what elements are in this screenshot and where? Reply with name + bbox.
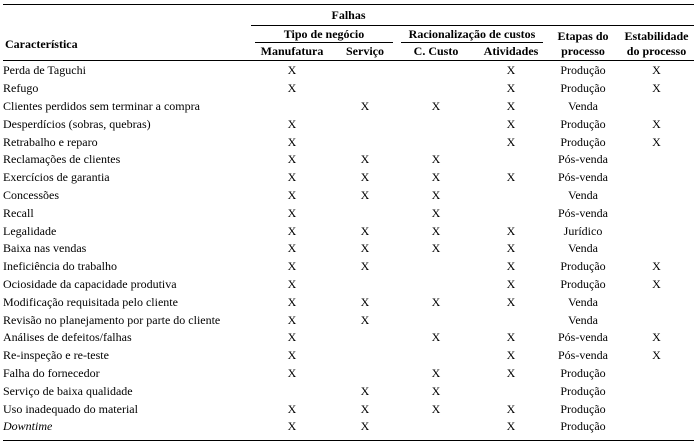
- header-manufacturing: Manufatura: [260, 44, 324, 58]
- table-bottom-rule: [3, 440, 694, 441]
- row-cost-center-mark: [397, 276, 475, 294]
- row-process-stability-mark: [619, 400, 694, 418]
- row-process-stability-mark: [619, 365, 694, 383]
- row-characteristic: Uso inadequado do material: [3, 401, 138, 416]
- row-process-stage: Produção: [560, 401, 606, 416]
- row-manufacturing-mark: X: [287, 134, 297, 149]
- row-cost-center-mark: X: [431, 401, 441, 416]
- row-characteristic: Desperdícios (sobras, quebras): [3, 116, 151, 131]
- row-service-mark: X: [360, 294, 370, 309]
- row-service-mark: [333, 276, 397, 294]
- row-cost-center-mark: X: [431, 223, 441, 238]
- row-service-mark: X: [360, 383, 370, 398]
- row-cost-center-mark: X: [431, 170, 441, 185]
- table-row: [3, 400, 694, 418]
- row-activities-mark: X: [506, 223, 516, 238]
- row-activities-mark: X: [506, 98, 516, 113]
- header-cost-center: C. Custo: [413, 44, 459, 58]
- row-activities-mark: X: [506, 348, 516, 363]
- table-row: [3, 62, 694, 80]
- row-activities-mark: X: [506, 294, 516, 309]
- row-cost-center-mark: [397, 80, 475, 98]
- row-process-stability-mark: X: [652, 116, 661, 131]
- row-manufacturing-mark: X: [287, 419, 297, 434]
- row-service-mark: X: [360, 312, 370, 327]
- row-process-stage: Produção: [560, 259, 606, 274]
- row-cost-center-mark: X: [431, 98, 441, 113]
- table-row: [3, 222, 694, 240]
- row-activities-mark: [475, 204, 547, 222]
- header-process-stability-1: Estabilidade: [624, 29, 689, 43]
- row-activities-mark: X: [506, 241, 516, 256]
- row-service-mark: [333, 329, 397, 347]
- row-manufacturing-mark: X: [287, 259, 297, 274]
- row-activities-mark: X: [506, 401, 516, 416]
- row-characteristic: Refugo: [3, 81, 39, 96]
- row-process-stage: Produção: [560, 276, 606, 291]
- row-process-stage: Produção: [560, 81, 606, 96]
- row-characteristic: Ineficiência do trabalho: [3, 259, 117, 274]
- table-row: [3, 365, 694, 383]
- row-process-stage: Venda: [568, 294, 598, 309]
- row-service-mark: [333, 62, 397, 80]
- row-manufacturing-mark: [251, 382, 333, 400]
- row-cost-center-mark: X: [431, 152, 441, 167]
- row-service-mark: X: [360, 170, 370, 185]
- row-manufacturing-mark: X: [287, 241, 297, 256]
- row-process-stability-mark: [619, 169, 694, 187]
- table-row: [3, 133, 694, 151]
- row-activities-mark: X: [506, 276, 516, 291]
- row-characteristic: Baixa nas vendas: [3, 241, 87, 256]
- row-cost-center-mark: X: [431, 294, 441, 309]
- row-manufacturing-mark: X: [287, 63, 297, 78]
- row-manufacturing-mark: X: [287, 116, 297, 131]
- table-row: [3, 115, 694, 133]
- row-cost-center-mark: [397, 311, 475, 329]
- table-body: [3, 62, 694, 436]
- table-row: [3, 293, 694, 311]
- row-manufacturing-mark: X: [287, 294, 297, 309]
- row-cost-center-mark: [397, 418, 475, 436]
- row-service-mark: [333, 133, 397, 151]
- row-cost-center-mark: X: [431, 241, 441, 256]
- row-characteristic: Retrabalho e reparo: [3, 134, 98, 149]
- table-row: [3, 258, 694, 276]
- row-process-stability-mark: X: [652, 134, 661, 149]
- row-activities-mark: [475, 382, 547, 400]
- row-activities-mark: X: [506, 134, 516, 149]
- row-activities-mark: X: [506, 259, 516, 274]
- row-process-stage: Produção: [560, 116, 606, 131]
- row-activities-mark: [475, 151, 547, 169]
- header-characteristic: Característica: [5, 37, 78, 51]
- row-process-stability-mark: [619, 240, 694, 258]
- header-service: Serviço: [346, 44, 384, 58]
- row-process-stability-mark: X: [652, 259, 661, 274]
- row-cost-center-mark: [397, 133, 475, 151]
- row-characteristic: Revisão no planejamento por parte do cliente: [3, 312, 221, 327]
- table-row: [3, 329, 694, 347]
- row-cost-center-mark: [397, 347, 475, 365]
- row-process-stage: Produção: [560, 383, 606, 398]
- row-process-stability-mark: X: [652, 276, 661, 291]
- row-process-stability-mark: [619, 98, 694, 116]
- header-activities: Atividades: [483, 44, 539, 58]
- row-service-mark: X: [360, 401, 370, 416]
- header-group-failures: Falhas: [331, 8, 366, 22]
- row-process-stage: Produção: [560, 419, 606, 434]
- row-cost-center-mark: X: [431, 383, 441, 398]
- table-row: [3, 240, 694, 258]
- row-process-stage: Pós-venda: [558, 330, 608, 345]
- row-characteristic: Downtime: [3, 419, 53, 434]
- row-process-stage: Produção: [560, 365, 606, 380]
- row-characteristic: Análises de defeitos/falhas: [3, 330, 132, 345]
- row-manufacturing-mark: X: [287, 330, 297, 345]
- row-characteristic: Clientes perdidos sem terminar a compra: [3, 98, 200, 113]
- row-characteristic: Falha do fornecedor: [3, 365, 100, 380]
- row-service-mark: X: [360, 419, 370, 434]
- row-service-mark: [333, 204, 397, 222]
- row-process-stage: Venda: [568, 312, 598, 327]
- row-manufacturing-mark: X: [287, 152, 297, 167]
- table-row: [3, 169, 694, 187]
- row-cost-center-mark: X: [431, 365, 441, 380]
- row-process-stability-mark: [619, 382, 694, 400]
- table-row: [3, 204, 694, 222]
- row-characteristic: Re-inspeção e re-teste: [3, 348, 109, 363]
- row-manufacturing-mark: X: [287, 170, 297, 185]
- row-characteristic: Serviço de baixa qualidade: [3, 383, 133, 398]
- row-manufacturing-mark: X: [287, 365, 297, 380]
- row-process-stability-mark: [619, 293, 694, 311]
- table-row: [3, 187, 694, 205]
- row-service-mark: [333, 115, 397, 133]
- row-manufacturing-mark: X: [287, 348, 297, 363]
- row-activities-mark: X: [506, 365, 516, 380]
- row-service-mark: X: [360, 187, 370, 202]
- row-manufacturing-mark: [251, 98, 333, 116]
- header-business-type-rule: [255, 42, 393, 43]
- table-row: [3, 382, 694, 400]
- row-process-stage: Pós-venda: [558, 170, 608, 185]
- header-process-stages-1: Etapas do: [557, 29, 609, 43]
- row-activities-mark: X: [506, 116, 516, 131]
- row-manufacturing-mark: X: [287, 312, 297, 327]
- row-service-mark: [333, 80, 397, 98]
- row-cost-center-mark: X: [431, 187, 441, 202]
- row-characteristic: Reclamações de clientes: [3, 152, 121, 167]
- row-service-mark: X: [360, 241, 370, 256]
- header-process-stability-2: do processo: [626, 44, 687, 58]
- row-characteristic: Recall: [3, 205, 34, 220]
- table-row: [3, 151, 694, 169]
- row-process-stability-mark: [619, 204, 694, 222]
- table-top-rule: [3, 4, 694, 5]
- row-cost-center-mark: [397, 62, 475, 80]
- table-row: [3, 98, 694, 116]
- row-process-stability-mark: X: [652, 330, 661, 345]
- row-cost-center-mark: [397, 115, 475, 133]
- table-row: [3, 276, 694, 294]
- header-cost-rationalization-rule: [401, 42, 543, 43]
- row-process-stability-mark: X: [652, 63, 661, 78]
- row-cost-center-mark: [397, 258, 475, 276]
- table-row: [3, 311, 694, 329]
- header-cost-rationalization: Racionalização de custos: [408, 27, 536, 41]
- header-process-stages-2: processo: [561, 44, 605, 58]
- row-activities-mark: X: [506, 170, 516, 185]
- row-manufacturing-mark: X: [287, 205, 297, 220]
- row-process-stability-mark: [619, 418, 694, 436]
- row-process-stage: Jurídico: [563, 223, 603, 238]
- row-characteristic: Concessões: [3, 187, 59, 202]
- row-process-stability-mark: [619, 311, 694, 329]
- row-process-stability-mark: [619, 222, 694, 240]
- row-process-stability-mark: X: [652, 81, 661, 96]
- row-characteristic: Exercícios de garantia: [3, 170, 110, 185]
- row-service-mark: [333, 347, 397, 365]
- row-service-mark: X: [360, 152, 370, 167]
- row-process-stage: Venda: [568, 98, 598, 113]
- table-row: [3, 347, 694, 365]
- row-characteristic: Perda de Taguchi: [3, 63, 86, 78]
- row-activities-mark: X: [506, 63, 516, 78]
- row-service-mark: [333, 365, 397, 383]
- row-process-stage: Pós-venda: [558, 152, 608, 167]
- row-service-mark: X: [360, 259, 370, 274]
- row-process-stage: Produção: [560, 63, 606, 78]
- row-activities-mark: X: [506, 419, 516, 434]
- row-manufacturing-mark: X: [287, 223, 297, 238]
- header-group-rule: [251, 25, 694, 26]
- row-process-stage: Pós-venda: [558, 348, 608, 363]
- row-process-stage: Produção: [560, 134, 606, 149]
- header-bottom-rule: [3, 60, 694, 61]
- row-activities-mark: X: [506, 330, 516, 345]
- row-manufacturing-mark: X: [287, 401, 297, 416]
- row-service-mark: X: [360, 98, 370, 113]
- row-characteristic: Modificação requisitada pelo cliente: [3, 294, 178, 309]
- row-cost-center-mark: X: [431, 205, 441, 220]
- row-manufacturing-mark: X: [287, 187, 297, 202]
- row-process-stability-mark: X: [652, 348, 661, 363]
- row-characteristic: Legalidade: [3, 223, 57, 238]
- row-manufacturing-mark: X: [287, 276, 297, 291]
- row-process-stage: Venda: [568, 241, 598, 256]
- row-process-stability-mark: [619, 151, 694, 169]
- row-cost-center-mark: X: [431, 330, 441, 345]
- row-characteristic: Ociosidade da capacidade produtiva: [3, 276, 177, 291]
- row-process-stability-mark: [619, 187, 694, 205]
- table-row: [3, 418, 694, 436]
- row-activities-mark: [475, 187, 547, 205]
- row-process-stage: Venda: [568, 187, 598, 202]
- row-process-stage: Pós-venda: [558, 205, 608, 220]
- header-business-type: Tipo de negócio: [283, 27, 365, 41]
- row-activities-mark: [475, 311, 547, 329]
- row-manufacturing-mark: X: [287, 81, 297, 96]
- table-row: [3, 80, 694, 98]
- row-activities-mark: X: [506, 81, 516, 96]
- row-service-mark: X: [360, 223, 370, 238]
